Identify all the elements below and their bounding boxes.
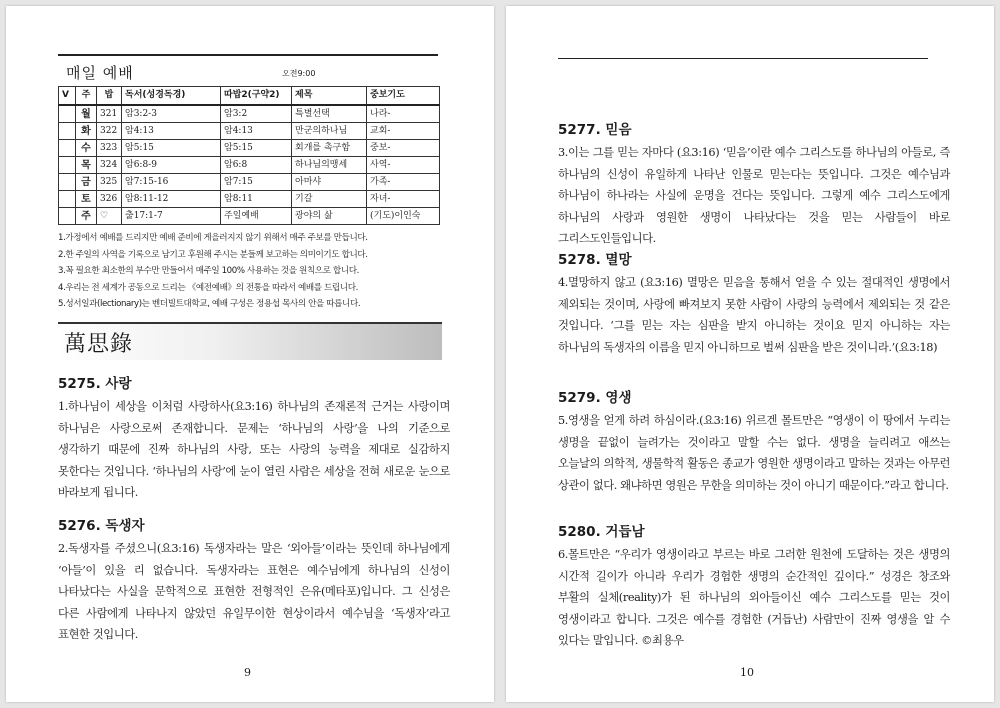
- prayer-cell: 가족-: [367, 174, 440, 191]
- col-header: 독서(성경독경): [122, 87, 221, 106]
- right-page: [506, 6, 994, 702]
- heart-icon: ♡: [97, 208, 122, 225]
- reading2-cell: 암6:8: [221, 157, 292, 174]
- table-header-row: [59, 87, 440, 106]
- entry-body: 1.하나님이 세상을 이처럼 사랑하사(요3:16) 하나님의 존재론적 근거는 사랑이며 하나님은 사랑으로써 존재합니다. 문제는 ‘하나님의 사랑’을 나의 기준으로 생각하기 때문에 진짜 하나님의 사랑, 또는 사랑의 능력을 제대로 실감하지 못한다는 것입니다. ‘하나님의 사랑’에 눈이 열린 사람은 세상을 전혀 새로운 눈으로 바라보게 됩니다.: [58, 400, 450, 500]
- number-cell: 325: [97, 174, 122, 191]
- reading-cell: 암3:2-3: [122, 105, 221, 123]
- number-cell: 324: [97, 157, 122, 174]
- reading2-cell: 암5:15: [221, 140, 292, 157]
- entry-5276: [58, 514, 450, 646]
- reading2-cell: 암4:13: [221, 123, 292, 140]
- note-item: 3.꼭 필요한 최소한의 부수만 만들어서 매주일 100% 사용하는 것을 원칙으로 합니다.: [58, 266, 359, 276]
- entry-body: 2.독생자를 주셨으니(요3:16) 독생자라는 말은 ‘외아들’이라는 뜻인데 하나님에게 ‘아들’이 있을 리 없습니다. 독생자라는 표현은 예수님에게 하나님의 신성이 나타났다는 사실을 문학적으로 표현한 전형적인 은유(메타포)입니다. 그 신성은 다른 사람에게 나타나지 않았던 유일무이한 현상이라서 예수님을 ‘독생자’라고 표현한 것입니다.: [58, 542, 450, 642]
- day-cell: 목: [76, 157, 97, 174]
- page-number: 9: [244, 666, 251, 679]
- reading-cell: 암5:15: [122, 140, 221, 157]
- top-rule: [558, 58, 928, 59]
- notes-list: [58, 230, 458, 313]
- service-time: 오전9:00: [282, 69, 316, 78]
- col-header: 중보기도: [367, 87, 440, 106]
- reading2-cell: 암7:15: [221, 174, 292, 191]
- prayer-cell: 교회-: [367, 123, 440, 140]
- reading-cell: 암6:8-9: [122, 157, 221, 174]
- table-row: [59, 140, 440, 157]
- check-cell: [59, 140, 76, 157]
- number-cell: 326: [97, 191, 122, 208]
- entry-5278: [558, 248, 950, 358]
- check-cell: [59, 105, 76, 123]
- title-cell: 회개를 촉구함: [292, 140, 367, 157]
- title-cell: 만군의하나님: [292, 123, 367, 140]
- entry-5275: [58, 372, 450, 504]
- check-cell: [59, 123, 76, 140]
- note-item: 2.한 주일의 사역을 기록으로 남기고 후원해 주시는 분들께 보고하는 의미이기도 합니다.: [58, 249, 368, 260]
- number-cell: 322: [97, 123, 122, 140]
- entry-body: 4.멸망하지 않고 (요3:16) 멸망은 믿음을 통해서 얻을 수 있는 절대적인 생명에서 제외되는 것이며, 사랑에 빠져보지 못한 사람이 사랑의 능력에서 제외되는 것 같은 것입니다. ‘그를 믿는 자는 심판을 받지 아니하는 것이요 믿지 아니하는 자는 하나님의 독생자의 이름을 믿지 아니하므로 벌써 심판을 받은 것이니라.’(요3:18): [558, 276, 950, 354]
- day-cell: 토: [76, 191, 97, 208]
- title-cell: 아마샤: [292, 174, 367, 191]
- table-row: [59, 191, 440, 208]
- entry-heading: 5280. 거듭남: [558, 524, 645, 540]
- reading-cell: 출17:1-7: [122, 208, 221, 225]
- entry-5277: [558, 118, 950, 250]
- section-banner: [58, 322, 442, 360]
- table-row: [59, 208, 440, 225]
- section-title: 매일 예배: [66, 64, 134, 82]
- day-cell: 주: [76, 208, 97, 225]
- prayer-cell: 사역-: [367, 157, 440, 174]
- entry-body: 3.이는 그를 믿는 자마다 (요3:16) ‘믿음’이란 예수 그리스도를 하나님의 아들로, 즉 하나님의 신성이 유일하게 나타난 인물로 믿는다는 뜻입니다. 그것은 예수님과 하나님이 하나라는 사실에 운명을 건다는 뜻입니다. 그렇게 예수 그리스도에게 하나님의 사랑과 영원한 생명이 나타났다는 것을 믿는 사람들이 바로 그리스도인들입니다.: [558, 146, 950, 246]
- number-cell: 323: [97, 140, 122, 157]
- col-header: 제목: [292, 87, 367, 106]
- number-cell: 321: [97, 105, 122, 123]
- check-cell: [59, 191, 76, 208]
- day-cell: 금: [76, 174, 97, 191]
- schedule-table: [58, 86, 440, 225]
- check-cell: [59, 174, 76, 191]
- entry-heading: 5279. 영생: [558, 390, 632, 406]
- reading-cell: 암7:15-16: [122, 174, 221, 191]
- entry-heading: 5277. 믿음: [558, 122, 632, 138]
- banner-title: 萬思錄: [64, 332, 134, 357]
- entry-heading: 5276. 독생자: [58, 518, 145, 534]
- entry-heading: 5275. 사랑: [58, 376, 132, 392]
- title-cell: 기갈: [292, 191, 367, 208]
- col-header: 따밥2(구약2): [221, 87, 292, 106]
- day-cell: 화: [76, 123, 97, 140]
- col-header: 밥: [97, 87, 122, 106]
- entry-5280: [558, 520, 950, 652]
- title-cell: 하나님의맹세: [292, 157, 367, 174]
- title-cell: 광야의 삶: [292, 208, 367, 225]
- day-cell: 수: [76, 140, 97, 157]
- prayer-cell: (기도)이인숙: [367, 208, 440, 225]
- top-rule: [58, 54, 438, 56]
- col-header: 주: [76, 87, 97, 106]
- entry-body: 6.몰트만은 “우리가 영생이라고 부르는 바로 그러한 원천에 도달하는 것은 생명의 시간적 길이가 아니라 우리가 경험한 생명의 순간적인 깊이다.” 성경은 창조와 부활의 실체(reality)가 된 하나님의 외아들이신 예수 그리스도를 믿는 것이 영생이라고 합니다. 그것은 예수를 경험한 (거듭난) 사람만이 진짜 영생을 알 수 있다는 말입니다. ©최용우: [558, 548, 950, 648]
- note-item: 5.성서일과(lectionary)는 벤더빌트대학교, 예배 구성은 정용섭 목사의 안을 따릅니다.: [58, 299, 361, 309]
- check-cell: [59, 157, 76, 174]
- prayer-cell: 나라-: [367, 105, 440, 123]
- reading-cell: 암8:11-12: [122, 191, 221, 208]
- reading2-cell: 암8:11: [221, 191, 292, 208]
- reading2-cell: 주일예배: [221, 208, 292, 225]
- table-row: [59, 123, 440, 140]
- day-cell: 월: [76, 105, 97, 123]
- page-number: 10: [740, 666, 754, 679]
- table-row: [59, 105, 440, 123]
- reading2-cell: 암3:2: [221, 105, 292, 123]
- table-row: [59, 157, 440, 174]
- note-item: 4.우리는 전 세계가 공동으로 드리는 《예전예배》의 전통을 따라서 예배를 드립니다.: [58, 282, 358, 293]
- note-item: 1.가정에서 예배를 드리지만 예배 준비에 게을러지지 않기 위해서 매주 주보를 만듭니다.: [58, 233, 368, 243]
- prayer-cell: 중보-: [367, 140, 440, 157]
- col-header: V: [59, 87, 76, 106]
- title-cell: 특별선택: [292, 105, 367, 123]
- reading-cell: 암4:13: [122, 123, 221, 140]
- check-cell: [59, 208, 76, 225]
- prayer-cell: 자녀-: [367, 191, 440, 208]
- entry-5279: [558, 386, 950, 496]
- entry-heading: 5278. 멸망: [558, 252, 632, 268]
- table-row: [59, 174, 440, 191]
- entry-body: 5.영생을 얻게 하려 하심이라.(요3:16) 위르겐 몰트만은 “영생이 이 땅에서 누리는 생명을 끝없이 늘려가는 것이라고 말할 수는 없다. 생명을 늘리려고 애쓰는 오늘날의 의학적, 생물학적 활동은 종교가 영원한 생명이라고 말하는 것과는 아무런 상관이 없다. 왜냐하면 영원은 무한을 의미하는 것이 아니기 때문이다.”라고 합니다.: [558, 414, 950, 492]
- left-page: [6, 6, 494, 702]
